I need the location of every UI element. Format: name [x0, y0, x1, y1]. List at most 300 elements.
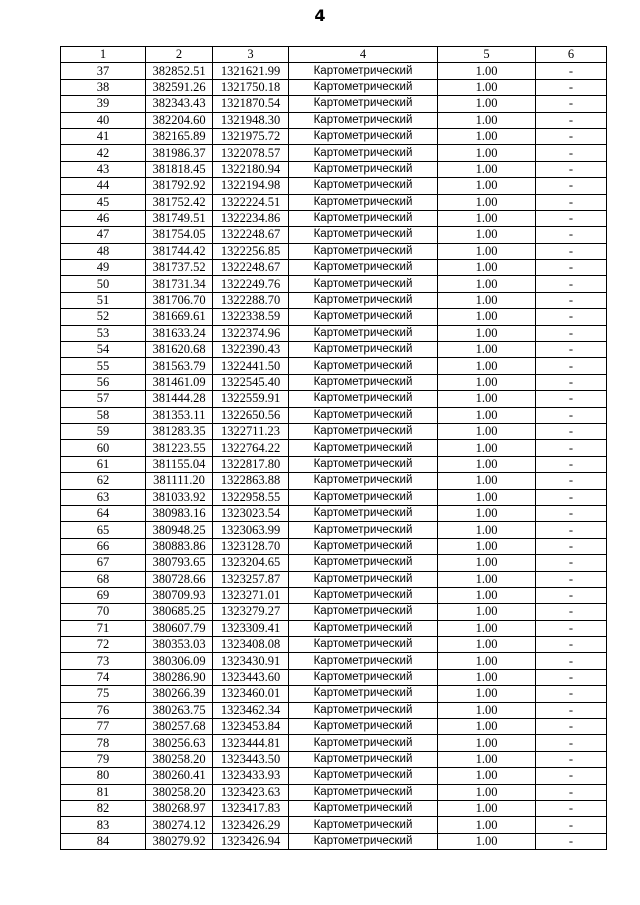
note-cell: - — [536, 620, 607, 636]
accuracy-cell: 1.00 — [438, 522, 536, 538]
x-coordinate-cell: 380709.93 — [146, 587, 213, 603]
method-cell: Картометрический — [289, 719, 438, 735]
method-cell: Картометрический — [289, 358, 438, 374]
accuracy-cell: 1.00 — [438, 800, 536, 816]
point-number-cell: 83 — [61, 817, 146, 833]
table-row — [61, 571, 607, 587]
table-row — [61, 79, 607, 95]
accuracy-cell: 1.00 — [438, 243, 536, 259]
method-cell: Картометрический — [289, 522, 438, 538]
column-header-2: 2 — [146, 47, 213, 63]
note-cell: - — [536, 276, 607, 292]
accuracy-cell: 1.00 — [438, 276, 536, 292]
accuracy-cell: 1.00 — [438, 358, 536, 374]
x-coordinate-cell: 381792.92 — [146, 178, 213, 194]
x-coordinate-cell: 380286.90 — [146, 669, 213, 685]
accuracy-cell: 1.00 — [438, 440, 536, 456]
point-number-cell: 45 — [61, 194, 146, 210]
table-row — [61, 194, 607, 210]
accuracy-cell: 1.00 — [438, 178, 536, 194]
y-coordinate-cell: 1323257.87 — [213, 571, 289, 587]
note-cell: - — [536, 178, 607, 194]
column-header-1: 1 — [61, 47, 146, 63]
table-row — [61, 210, 607, 226]
method-cell: Картометрический — [289, 145, 438, 161]
point-number-cell: 70 — [61, 604, 146, 620]
method-cell: Картометрический — [289, 112, 438, 128]
y-coordinate-cell: 1322390.43 — [213, 342, 289, 358]
y-coordinate-cell: 1322764.22 — [213, 440, 289, 456]
point-number-cell: 79 — [61, 751, 146, 767]
table-row — [61, 423, 607, 439]
accuracy-cell: 1.00 — [438, 620, 536, 636]
note-cell: - — [536, 505, 607, 521]
method-cell: Картометрический — [289, 456, 438, 472]
point-number-cell: 44 — [61, 178, 146, 194]
accuracy-cell: 1.00 — [438, 407, 536, 423]
y-coordinate-cell: 1321621.99 — [213, 63, 289, 79]
point-number-cell: 50 — [61, 276, 146, 292]
y-coordinate-cell: 1321975.72 — [213, 128, 289, 144]
note-cell: - — [536, 194, 607, 210]
method-cell: Картометрический — [289, 735, 438, 751]
accuracy-cell: 1.00 — [438, 342, 536, 358]
method-cell: Картометрический — [289, 620, 438, 636]
y-coordinate-cell: 1323417.83 — [213, 800, 289, 816]
accuracy-cell: 1.00 — [438, 391, 536, 407]
point-number-cell: 46 — [61, 210, 146, 226]
y-coordinate-cell: 1323204.65 — [213, 555, 289, 571]
point-number-cell: 63 — [61, 489, 146, 505]
accuracy-cell: 1.00 — [438, 292, 536, 308]
accuracy-cell: 1.00 — [438, 571, 536, 587]
accuracy-cell: 1.00 — [438, 669, 536, 685]
point-number-cell: 68 — [61, 571, 146, 587]
y-coordinate-cell: 1323426.29 — [213, 817, 289, 833]
point-number-cell: 54 — [61, 342, 146, 358]
accuracy-cell: 1.00 — [438, 374, 536, 390]
x-coordinate-cell: 382165.89 — [146, 128, 213, 144]
x-coordinate-cell: 381155.04 — [146, 456, 213, 472]
table-row — [61, 63, 607, 79]
y-coordinate-cell: 1323462.34 — [213, 702, 289, 718]
column-header-6: 6 — [536, 47, 607, 63]
table-row — [61, 522, 607, 538]
table-row — [61, 407, 607, 423]
note-cell: - — [536, 440, 607, 456]
table-row — [61, 637, 607, 653]
method-cell: Картометрический — [289, 309, 438, 325]
accuracy-cell: 1.00 — [438, 735, 536, 751]
y-coordinate-cell: 1323279.27 — [213, 604, 289, 620]
point-number-cell: 37 — [61, 63, 146, 79]
y-coordinate-cell: 1323271.01 — [213, 587, 289, 603]
table-row — [61, 342, 607, 358]
method-cell: Картометрический — [289, 342, 438, 358]
note-cell: - — [536, 833, 607, 849]
point-number-cell: 62 — [61, 473, 146, 489]
table-row — [61, 719, 607, 735]
point-number-cell: 58 — [61, 407, 146, 423]
x-coordinate-cell: 381283.35 — [146, 423, 213, 439]
point-number-cell: 53 — [61, 325, 146, 341]
x-coordinate-cell: 381731.34 — [146, 276, 213, 292]
accuracy-cell: 1.00 — [438, 260, 536, 276]
table-row — [61, 358, 607, 374]
point-number-cell: 78 — [61, 735, 146, 751]
y-coordinate-cell: 1322711.23 — [213, 423, 289, 439]
method-cell: Картометрический — [289, 374, 438, 390]
note-cell: - — [536, 817, 607, 833]
accuracy-cell: 1.00 — [438, 161, 536, 177]
method-cell: Картометрический — [289, 505, 438, 521]
note-cell: - — [536, 79, 607, 95]
y-coordinate-cell: 1323423.63 — [213, 784, 289, 800]
note-cell: - — [536, 161, 607, 177]
y-coordinate-cell: 1321870.54 — [213, 96, 289, 112]
table-row — [61, 325, 607, 341]
accuracy-cell: 1.00 — [438, 784, 536, 800]
method-cell: Картометрический — [289, 669, 438, 685]
method-cell: Картометрический — [289, 79, 438, 95]
table-row — [61, 833, 607, 849]
page-number: 4 — [314, 6, 326, 25]
point-number-cell: 75 — [61, 686, 146, 702]
method-cell: Картометрический — [289, 800, 438, 816]
note-cell: - — [536, 768, 607, 784]
table-row — [61, 784, 607, 800]
accuracy-cell: 1.00 — [438, 145, 536, 161]
y-coordinate-cell: 1323128.70 — [213, 538, 289, 554]
point-number-cell: 64 — [61, 505, 146, 521]
table-row — [61, 178, 607, 194]
accuracy-cell: 1.00 — [438, 719, 536, 735]
method-cell: Картометрический — [289, 63, 438, 79]
method-cell: Картометрический — [289, 260, 438, 276]
point-number-cell: 49 — [61, 260, 146, 276]
accuracy-cell: 1.00 — [438, 456, 536, 472]
x-coordinate-cell: 381563.79 — [146, 358, 213, 374]
accuracy-cell: 1.00 — [438, 817, 536, 833]
table-row — [61, 620, 607, 636]
table-row — [61, 489, 607, 505]
point-number-cell: 74 — [61, 669, 146, 685]
y-coordinate-cell: 1321750.18 — [213, 79, 289, 95]
accuracy-cell: 1.00 — [438, 63, 536, 79]
y-coordinate-cell: 1322224.51 — [213, 194, 289, 210]
method-cell: Картометрический — [289, 686, 438, 702]
x-coordinate-cell: 380685.25 — [146, 604, 213, 620]
x-coordinate-cell: 381752.42 — [146, 194, 213, 210]
column-header-5: 5 — [438, 47, 536, 63]
note-cell: - — [536, 637, 607, 653]
y-coordinate-cell: 1323430.91 — [213, 653, 289, 669]
x-coordinate-cell: 380793.65 — [146, 555, 213, 571]
note-cell: - — [536, 128, 607, 144]
table-row — [61, 128, 607, 144]
y-coordinate-cell: 1322234.86 — [213, 210, 289, 226]
y-coordinate-cell: 1323063.99 — [213, 522, 289, 538]
point-number-cell: 65 — [61, 522, 146, 538]
table-row — [61, 456, 607, 472]
y-coordinate-cell: 1322180.94 — [213, 161, 289, 177]
note-cell: - — [536, 800, 607, 816]
table-row — [61, 817, 607, 833]
note-cell: - — [536, 112, 607, 128]
x-coordinate-cell: 381620.68 — [146, 342, 213, 358]
accuracy-cell: 1.00 — [438, 505, 536, 521]
x-coordinate-cell: 381818.45 — [146, 161, 213, 177]
x-coordinate-cell: 380353.03 — [146, 637, 213, 653]
x-coordinate-cell: 381444.28 — [146, 391, 213, 407]
table-row — [61, 276, 607, 292]
note-cell: - — [536, 423, 607, 439]
note-cell: - — [536, 145, 607, 161]
point-number-cell: 38 — [61, 79, 146, 95]
accuracy-cell: 1.00 — [438, 96, 536, 112]
y-coordinate-cell: 1322374.96 — [213, 325, 289, 341]
point-number-cell: 52 — [61, 309, 146, 325]
accuracy-cell: 1.00 — [438, 128, 536, 144]
x-coordinate-cell: 381223.55 — [146, 440, 213, 456]
table-row — [61, 800, 607, 816]
point-number-cell: 59 — [61, 423, 146, 439]
x-coordinate-cell: 381754.05 — [146, 227, 213, 243]
y-coordinate-cell: 1322441.50 — [213, 358, 289, 374]
x-coordinate-cell: 381986.37 — [146, 145, 213, 161]
x-coordinate-cell: 380258.20 — [146, 784, 213, 800]
point-number-cell: 84 — [61, 833, 146, 849]
accuracy-cell: 1.00 — [438, 194, 536, 210]
note-cell: - — [536, 260, 607, 276]
table-row — [61, 604, 607, 620]
x-coordinate-cell: 382852.51 — [146, 63, 213, 79]
table-row — [61, 391, 607, 407]
point-number-cell: 81 — [61, 784, 146, 800]
point-number-cell: 67 — [61, 555, 146, 571]
table-row — [61, 440, 607, 456]
method-cell: Картометрический — [289, 292, 438, 308]
y-coordinate-cell: 1322559.91 — [213, 391, 289, 407]
point-number-cell: 43 — [61, 161, 146, 177]
x-coordinate-cell: 380883.86 — [146, 538, 213, 554]
note-cell: - — [536, 456, 607, 472]
method-cell: Картометрический — [289, 325, 438, 341]
table-row — [61, 505, 607, 521]
accuracy-cell: 1.00 — [438, 309, 536, 325]
x-coordinate-cell: 380266.39 — [146, 686, 213, 702]
table-row — [61, 653, 607, 669]
table-row — [61, 309, 607, 325]
y-coordinate-cell: 1323309.41 — [213, 620, 289, 636]
note-cell: - — [536, 571, 607, 587]
x-coordinate-cell: 380728.66 — [146, 571, 213, 587]
method-cell: Картометрический — [289, 473, 438, 489]
note-cell: - — [536, 342, 607, 358]
y-coordinate-cell: 1322078.57 — [213, 145, 289, 161]
table-header-row — [61, 47, 607, 63]
note-cell: - — [536, 686, 607, 702]
method-cell: Картометрический — [289, 555, 438, 571]
point-number-cell: 51 — [61, 292, 146, 308]
method-cell: Картометрический — [289, 178, 438, 194]
y-coordinate-cell: 1322817.80 — [213, 456, 289, 472]
table-row — [61, 227, 607, 243]
method-cell: Картометрический — [289, 96, 438, 112]
note-cell: - — [536, 702, 607, 718]
table-row — [61, 702, 607, 718]
point-number-cell: 47 — [61, 227, 146, 243]
point-number-cell: 48 — [61, 243, 146, 259]
accuracy-cell: 1.00 — [438, 637, 536, 653]
x-coordinate-cell: 380607.79 — [146, 620, 213, 636]
note-cell: - — [536, 227, 607, 243]
method-cell: Картометрический — [289, 407, 438, 423]
method-cell: Картометрический — [289, 440, 438, 456]
x-coordinate-cell: 380268.97 — [146, 800, 213, 816]
accuracy-cell: 1.00 — [438, 768, 536, 784]
accuracy-cell: 1.00 — [438, 473, 536, 489]
point-number-cell: 73 — [61, 653, 146, 669]
x-coordinate-cell: 381033.92 — [146, 489, 213, 505]
table-row — [61, 735, 607, 751]
column-header-3: 3 — [213, 47, 289, 63]
table-row — [61, 374, 607, 390]
note-cell: - — [536, 407, 607, 423]
accuracy-cell: 1.00 — [438, 686, 536, 702]
method-cell: Картометрический — [289, 817, 438, 833]
note-cell: - — [536, 96, 607, 112]
note-cell: - — [536, 587, 607, 603]
x-coordinate-cell: 382591.26 — [146, 79, 213, 95]
note-cell: - — [536, 358, 607, 374]
point-number-cell: 82 — [61, 800, 146, 816]
y-coordinate-cell: 1322288.70 — [213, 292, 289, 308]
y-coordinate-cell: 1323444.81 — [213, 735, 289, 751]
point-number-cell: 39 — [61, 96, 146, 112]
method-cell: Картометрический — [289, 751, 438, 767]
y-coordinate-cell: 1323433.93 — [213, 768, 289, 784]
x-coordinate-cell: 380257.68 — [146, 719, 213, 735]
accuracy-cell: 1.00 — [438, 555, 536, 571]
table-row — [61, 243, 607, 259]
point-number-cell: 69 — [61, 587, 146, 603]
point-number-cell: 60 — [61, 440, 146, 456]
note-cell: - — [536, 751, 607, 767]
x-coordinate-cell: 380983.16 — [146, 505, 213, 521]
x-coordinate-cell: 380279.92 — [146, 833, 213, 849]
note-cell: - — [536, 735, 607, 751]
y-coordinate-cell: 1322650.56 — [213, 407, 289, 423]
y-coordinate-cell: 1322863.88 — [213, 473, 289, 489]
y-coordinate-cell: 1322958.55 — [213, 489, 289, 505]
x-coordinate-cell: 381749.51 — [146, 210, 213, 226]
table-row — [61, 587, 607, 603]
x-coordinate-cell: 380306.09 — [146, 653, 213, 669]
accuracy-cell: 1.00 — [438, 604, 536, 620]
point-number-cell: 42 — [61, 145, 146, 161]
accuracy-cell: 1.00 — [438, 587, 536, 603]
x-coordinate-cell: 380263.75 — [146, 702, 213, 718]
accuracy-cell: 1.00 — [438, 112, 536, 128]
method-cell: Картометрический — [289, 604, 438, 620]
table-row — [61, 292, 607, 308]
x-coordinate-cell: 381706.70 — [146, 292, 213, 308]
note-cell: - — [536, 210, 607, 226]
table-row — [61, 96, 607, 112]
method-cell: Картометрический — [289, 702, 438, 718]
note-cell: - — [536, 784, 607, 800]
y-coordinate-cell: 1323408.08 — [213, 637, 289, 653]
note-cell: - — [536, 391, 607, 407]
method-cell: Картометрический — [289, 161, 438, 177]
note-cell: - — [536, 63, 607, 79]
note-cell: - — [536, 374, 607, 390]
x-coordinate-cell: 380256.63 — [146, 735, 213, 751]
table-row — [61, 555, 607, 571]
note-cell: - — [536, 719, 607, 735]
x-coordinate-cell: 381633.24 — [146, 325, 213, 341]
x-coordinate-cell: 380274.12 — [146, 817, 213, 833]
point-number-cell: 72 — [61, 637, 146, 653]
x-coordinate-cell: 381669.61 — [146, 309, 213, 325]
table-row — [61, 112, 607, 128]
note-cell: - — [536, 604, 607, 620]
x-coordinate-cell: 381111.20 — [146, 473, 213, 489]
x-coordinate-cell: 382204.60 — [146, 112, 213, 128]
method-cell: Картометрический — [289, 210, 438, 226]
y-coordinate-cell: 1323443.50 — [213, 751, 289, 767]
table-row — [61, 768, 607, 784]
note-cell: - — [536, 325, 607, 341]
note-cell: - — [536, 653, 607, 669]
table-row — [61, 473, 607, 489]
accuracy-cell: 1.00 — [438, 210, 536, 226]
accuracy-cell: 1.00 — [438, 423, 536, 439]
accuracy-cell: 1.00 — [438, 653, 536, 669]
method-cell: Картометрический — [289, 128, 438, 144]
point-number-cell: 55 — [61, 358, 146, 374]
y-coordinate-cell: 1323453.84 — [213, 719, 289, 735]
point-number-cell: 61 — [61, 456, 146, 472]
method-cell: Картометрический — [289, 768, 438, 784]
note-cell: - — [536, 243, 607, 259]
method-cell: Картометрический — [289, 833, 438, 849]
point-number-cell: 41 — [61, 128, 146, 144]
x-coordinate-cell: 380260.41 — [146, 768, 213, 784]
point-number-cell: 77 — [61, 719, 146, 735]
x-coordinate-cell: 381461.09 — [146, 374, 213, 390]
table-row — [61, 669, 607, 685]
y-coordinate-cell: 1323426.94 — [213, 833, 289, 849]
note-cell: - — [536, 489, 607, 505]
y-coordinate-cell: 1322249.76 — [213, 276, 289, 292]
point-number-cell: 71 — [61, 620, 146, 636]
table-row — [61, 145, 607, 161]
table-row — [61, 538, 607, 554]
point-number-cell: 80 — [61, 768, 146, 784]
note-cell: - — [536, 292, 607, 308]
method-cell: Картометрический — [289, 538, 438, 554]
y-coordinate-cell: 1322248.67 — [213, 260, 289, 276]
point-number-cell: 57 — [61, 391, 146, 407]
column-header-4: 4 — [289, 47, 438, 63]
y-coordinate-cell: 1322256.85 — [213, 243, 289, 259]
method-cell: Картометрический — [289, 227, 438, 243]
note-cell: - — [536, 555, 607, 571]
note-cell: - — [536, 473, 607, 489]
accuracy-cell: 1.00 — [438, 489, 536, 505]
